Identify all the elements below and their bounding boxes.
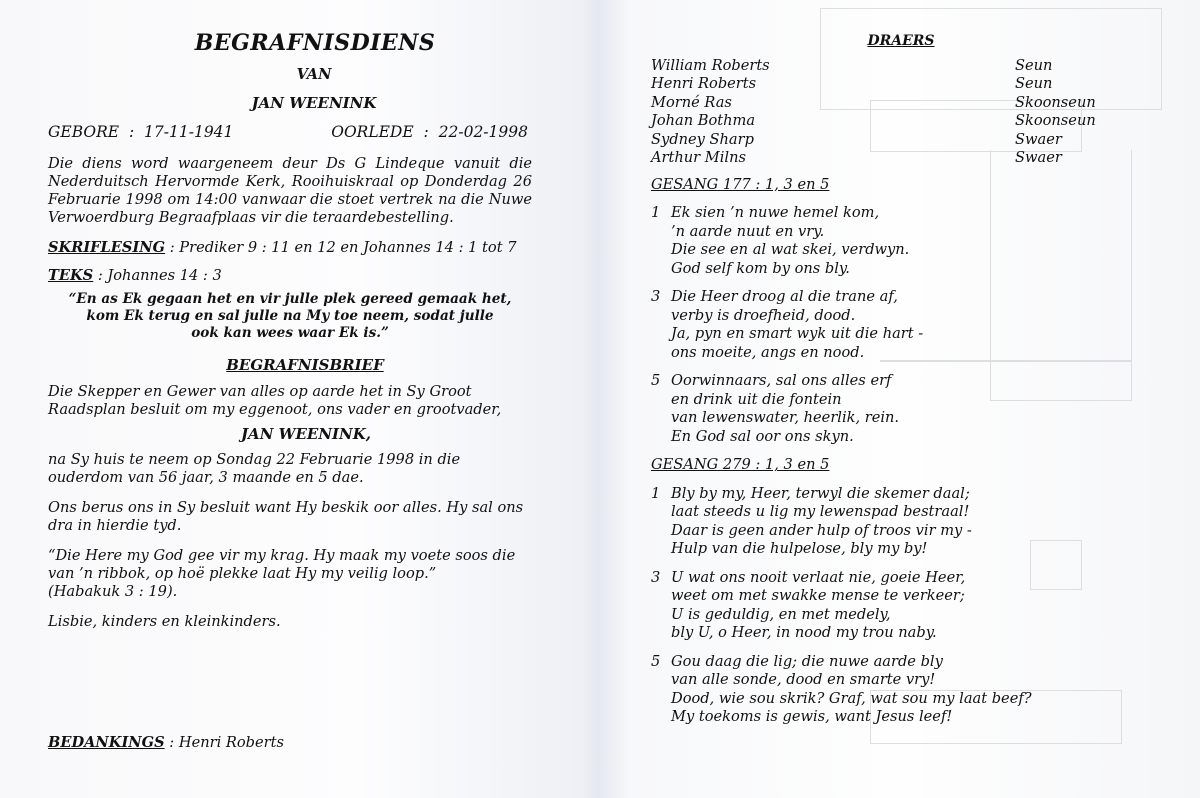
- bearer-name: Johan Bothma: [651, 112, 756, 129]
- scripture-reading-label: SKRIFLESING: [48, 239, 166, 256]
- letter-deceased-name: JAN WEENINK,: [240, 425, 372, 443]
- died-date: 22-02-1998: [438, 123, 528, 141]
- bearer-relation: Skoonseun: [1015, 93, 1096, 111]
- verse-line: Oorwinnaars, sal ons alles erf: [671, 372, 892, 389]
- right-page-content: [651, 32, 1131, 737]
- funeral-letter-heading: BEGRAFNISBRIEF: [226, 356, 384, 374]
- verse-line: van lewenswater, heerlik, rein.: [671, 409, 900, 426]
- verse-line: U is geduldig, en met medely,: [671, 605, 891, 623]
- bearers-heading: DRAERS: [867, 33, 935, 49]
- scripture-reading: [48, 239, 532, 257]
- bearer-relation: Seun: [1015, 75, 1053, 92]
- verse-line: Daar is geen ander hulp of troos vir my -: [671, 521, 972, 539]
- hymn-heading: GESANG 177 : 1, 3 en 5: [651, 175, 830, 193]
- verse-number: 5: [651, 372, 661, 389]
- verse-line: laat steeds u lig my lewenspad bestraal!: [671, 503, 970, 520]
- sermon-text-label: TEKS: [48, 267, 94, 284]
- page-title: BEGRAFNISDIENS: [194, 30, 436, 56]
- bearers-list: [651, 57, 1131, 168]
- hymn-verse: [651, 204, 1131, 278]
- quote-line: “En as Ek gegaan het en vir julle plek gereed gemaak het,: [68, 291, 512, 307]
- died-label: OORLEDE: [331, 123, 414, 141]
- acknowledgements-value: : Henri Roberts: [169, 734, 284, 751]
- verse-line: Die see en al wat skei, verdwyn.: [671, 241, 910, 258]
- verse-number: 3: [651, 288, 661, 305]
- verse-number: 1: [651, 484, 661, 502]
- born-date: 17-11-1941: [144, 123, 234, 141]
- hymn-verse: [651, 372, 1131, 446]
- verse-line: weet om met swakke mense te verkeer;: [671, 587, 965, 604]
- verse-line: Die Heer droog al die trane af,: [671, 288, 898, 305]
- letter-intro: Die Skepper en Gewer van alles op aarde het in Sy Groot Raadsplan besluit om my eggenoot, ons vader en grootvader,: [48, 383, 502, 418]
- quote-line: ook kan wees waar Ek is.”: [191, 325, 389, 341]
- service-details: Die diens word waargeneem deur Ds G Lindeque vanuit die Nederduitsch Hervormde Kerk, Rooihuiskraal op Donderdag 26 Februarie 1998 om 14:00 vanwaar die stoet vertrek na die Nuwe Verwoerdburg Begraafplaas vir die teraardebestelling.: [48, 155, 532, 226]
- verse-line: Gou daag die lig; die nuwe aarde bly: [671, 652, 943, 670]
- bearer-name: Henri Roberts: [651, 75, 757, 92]
- hymn-verse: [651, 485, 1131, 559]
- verse-line: God self kom by ons bly.: [671, 259, 850, 277]
- bearer-relation: Skoonseun: [1015, 112, 1096, 129]
- letter-signoff: Lisbie, kinders en kleinkinders.: [48, 613, 281, 630]
- verse-line: U wat ons nooit verlaat nie, goeie Heer,: [671, 568, 966, 586]
- verse-line: ’n aarde nuut en vry.: [671, 222, 825, 240]
- hymn-verse: [651, 653, 1131, 727]
- bearer-relation: Seun: [1015, 56, 1053, 74]
- quote-line: kom Ek terug en sal julle na My toe neem, sodat julle: [86, 308, 494, 324]
- letter-comfort: Ons berus ons in Sy besluit want Hy beskik oor alles. Hy sal ons dra in hierdie tyd.: [48, 499, 524, 534]
- verse-number: 5: [651, 652, 661, 670]
- bearer-relation: Swaer: [1015, 130, 1062, 148]
- sermon-text-value: : Johannes 14 : 3: [97, 267, 222, 284]
- life-dates: [48, 123, 532, 141]
- born-date-line: GEBORE : 17-11-1941: [48, 123, 234, 141]
- born-label: GEBORE: [48, 123, 120, 141]
- verse-line: Hulp van die hulpelose, bly my by!: [671, 540, 928, 557]
- acknowledgements-label: BEDANKINGS: [48, 734, 165, 751]
- letter-verse-reference: (Habakuk 3 : 19).: [48, 583, 178, 600]
- died-date-line: OORLEDE : 22-02-1998: [331, 123, 528, 141]
- hymn-verse: [651, 569, 1131, 643]
- verse-number: 1: [651, 204, 661, 221]
- hymn: [651, 176, 1131, 447]
- verse-line: en drink uit die fontein: [671, 390, 842, 408]
- bearer-name: Morné Ras: [651, 93, 732, 111]
- verse-number: 3: [651, 568, 661, 586]
- left-page-content: [48, 30, 532, 639]
- van-label: VAN: [296, 66, 332, 83]
- verse-line: My toekoms is gewis, want Jesus leef!: [671, 708, 953, 725]
- verse-line: Ja, pyn en smart wyk uit die hart -: [671, 325, 924, 342]
- verse-line: van alle sonde, dood en smarte vry!: [671, 671, 936, 688]
- verse-line: Ek sien ’n nuwe hemel kom,: [671, 204, 880, 221]
- letter-body: na Sy huis te neem op Sondag 22 Februarie 1998 in die ouderdom van 56 jaar, 3 maande en 5 dae.: [48, 451, 461, 486]
- acknowledgements: [48, 734, 284, 751]
- sermon-quote: [48, 291, 532, 342]
- verse-line: ons moeite, angs en nood.: [671, 343, 865, 361]
- bearer-relation: Swaer: [1015, 149, 1062, 166]
- bearer-name: William Roberts: [651, 56, 770, 74]
- scripture-reading-value: : Prediker 9 : 11 en 12 en Johannes 14 : 1 tot 7: [169, 239, 517, 256]
- verse-line: Dood, wie sou skrik? Graf, wat sou my laat beef?: [671, 689, 1032, 707]
- hymn: [651, 456, 1131, 727]
- verse-line: bly U, o Heer, in nood my trou naby.: [671, 624, 937, 641]
- sermon-text: [48, 267, 532, 285]
- verse-line: En God sal oor ons skyn.: [671, 427, 854, 445]
- right-page: [600, 0, 1200, 798]
- verse-line: verby is droefheid, dood.: [671, 306, 856, 324]
- bearer-name: Arthur Milns: [651, 149, 746, 166]
- deceased-name: JAN WEENINK: [251, 94, 377, 112]
- hymn-heading: GESANG 279 : 1, 3 en 5: [651, 456, 830, 473]
- letter-verse: “Die Here my God gee vir my krag. Hy maak my voete soos die van ’n ribbok, op hoë plekke laat Hy my veilig loop.”: [48, 547, 516, 582]
- bearer-name: Sydney Sharp: [651, 130, 754, 148]
- hymn-verse: [651, 288, 1131, 362]
- verse-line: Bly by my, Heer, terwyl die skemer daal;: [671, 484, 970, 502]
